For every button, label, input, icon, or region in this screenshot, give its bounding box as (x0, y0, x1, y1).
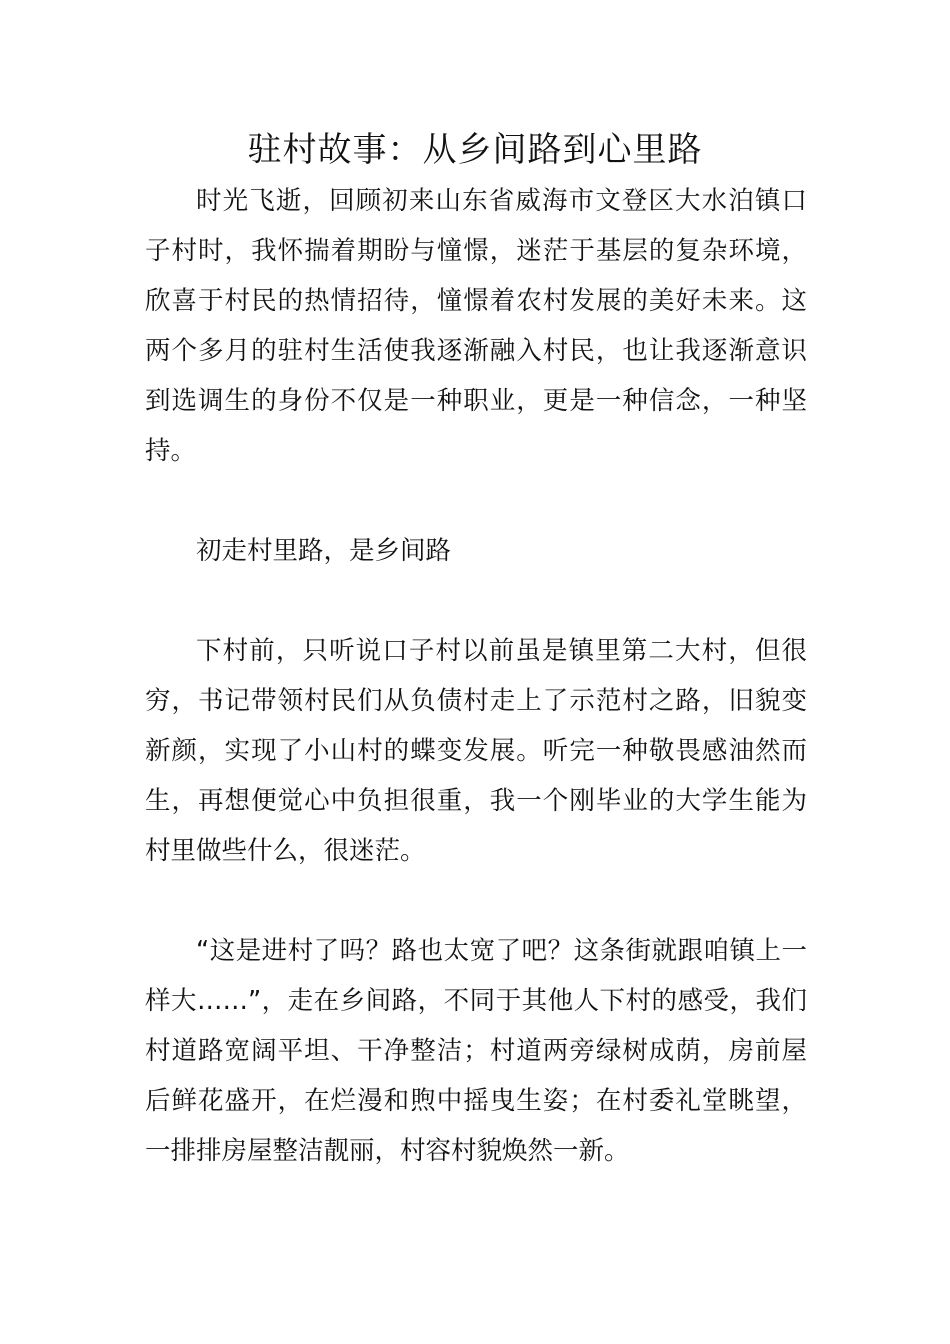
document-title: 驻村故事：从乡间路到心里路 (247, 130, 703, 170)
paragraph-spacer (145, 476, 807, 526)
paragraph-intro: 时光飞逝，回顾初来山东省威海市文登区大水泊镇口子村时，我怀揣着期盼与憧憬，迷茫于基层的复杂环境，欣喜于村民的热情招待，憧憬着农村发展的美好未来。这两个多月的驻村生活使我逐渐融入村民，也让我逐渐意识到选调生的身份不仅是一种职业，更是一种信念，一种坚持。 (145, 186, 807, 466)
paragraph-spacer (145, 576, 807, 626)
paragraph-spacer (145, 876, 807, 926)
section-heading: 初走村里路，是乡间路 (196, 536, 452, 566)
paragraph-before-village: 下村前，只听说口子村以前虽是镇里第二大村，但很穷，书记带领村民们从负债村走上了示范村之路，旧貌变新颜，实现了小山村的蝶变发展。听完一种敬畏感油然而生，再想便觉心中负担很重，我一个刚毕业的大学生能为村里做些什么，很迷茫。 (145, 636, 807, 866)
document-body (145, 176, 807, 1176)
paragraph-village-road: “这是进村了吗？路也太宽了吧？这条街就跟咱镇上一样大……”，走在乡间路，不同于其他人下村的感受，我们村道路宽阔平坦、干净整洁；村道两旁绿树成荫，房前屋后鲜花盛开，在烂漫和煦中摇曳生姿；在村委礼堂眺望，一排排房屋整洁靓丽，村容村貌焕然一新。 (145, 936, 807, 1166)
